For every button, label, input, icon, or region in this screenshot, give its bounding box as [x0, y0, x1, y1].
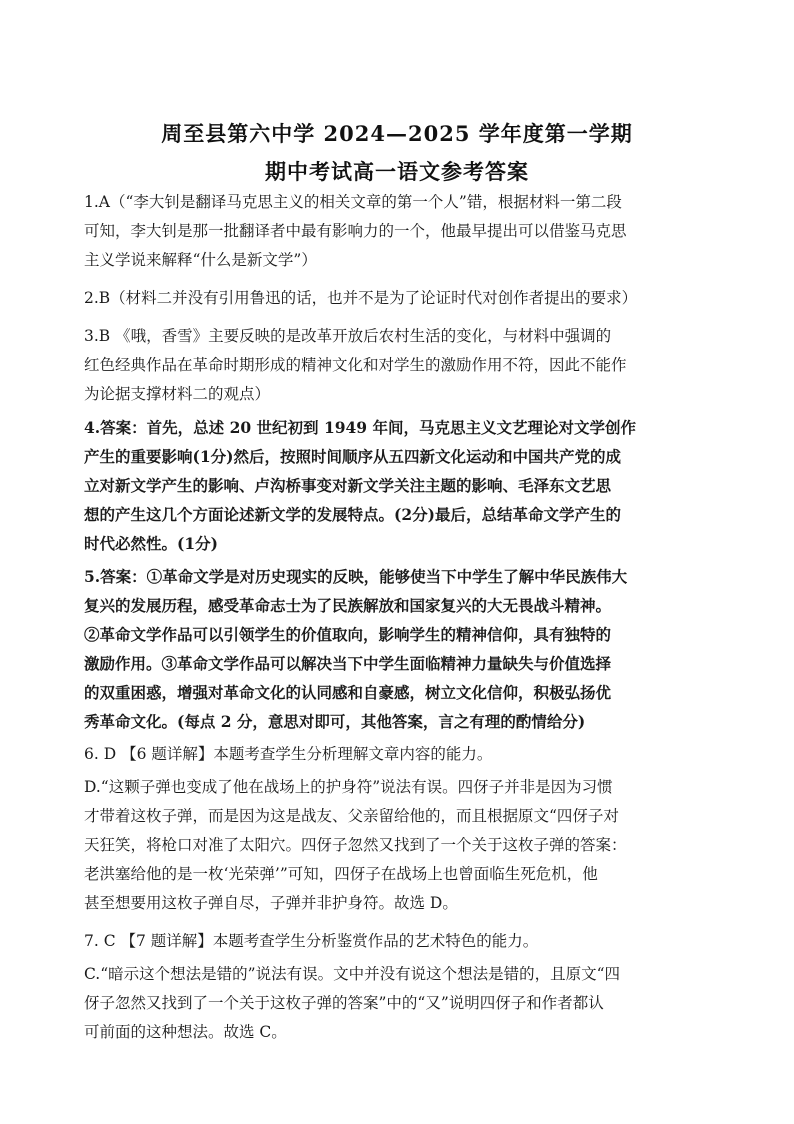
answer-line: 秀革命文化。(每点 2 分，意思对即可，其他答案，言之有理的酌情给分)	[84, 712, 586, 731]
answer-line: 可前面的这种想法。故选 C。	[84, 1023, 287, 1041]
answer-line: C.“暗示这个想法是错的”说法有误。文中并没有说这个想法是错的，且原文“四	[84, 965, 621, 983]
answer-line: 伢子忽然又找到了一个关于这枚子弹的答案”中的“又”说明四伢子和作者都认	[84, 994, 604, 1012]
answer-item-2	[84, 284, 792, 313]
answer-line: 主义学说来解释“什么是新文学”）	[84, 251, 317, 269]
answer-item-3	[84, 322, 792, 409]
answer-line: 才带着这枚子弹，而是因为这是战友、父亲留给他的，而且根据原文“四伢子对	[84, 807, 619, 825]
answer-line: 2.B（材料二并没有引用鲁迅的话，也并不是为了论证时代对创作者提出的要求）	[84, 289, 638, 307]
answer-line: 想的产生这几个方面论述新文学的发展特点。(2分)最后，总结革命文学产生的	[84, 505, 621, 524]
answer-line: D.“这颗子弹也变成了他在战场上的护身符”说法有误。四伢子并非是因为习惯	[84, 778, 613, 796]
answer-line: ②革命文学作品可以引领学生的价值取向，影响学生的精神信仰，具有独特的	[84, 625, 612, 644]
answer-item-1	[84, 188, 792, 275]
document-title: 周至县第六中学 2024—2025 学年度第一学期	[161, 121, 633, 146]
answer-item-7-detail	[84, 960, 792, 1047]
answer-line: 激励作用。③革命文学作品可以解决当下中学生面临精神力量缺失与价值选择	[84, 654, 612, 673]
answer-line: 产生的重要影响(1分)然后，按照时间顺序从五四新文化运动和中国共产党的成	[84, 447, 621, 466]
answer-line: 甚至想要用这枚子弹自尽，子弹并非护身符。故选 D。	[84, 894, 458, 912]
answer-item-6-detail	[84, 773, 792, 918]
answer-line: 立对新文学产生的影响、卢沟桥事变对新文学关注主题的影响、毛泽东文艺思	[84, 476, 612, 495]
document-subtitle: 期中考试高一语文参考答案	[265, 159, 529, 184]
answer-list	[84, 188, 792, 1047]
answer-line: 红色经典作品在革命时期形成的精神文化和对学生的激励作用不符，因此不能作	[84, 356, 627, 374]
answer-line: 4.答案：首先，总述 20 世纪初到 1949 年间，马克思主义文艺理论对文学创作	[84, 418, 636, 437]
answer-line: 老洪塞给他的是一枚‘光荣弹’”可知，四伢子在战场上也曾面临生死危机，他	[84, 865, 598, 883]
answer-item-7	[84, 927, 792, 956]
answer-item-6	[84, 740, 792, 769]
answer-line: 6. D 【6 题详解】本题考查学生分析理解文章内容的能力。	[84, 745, 493, 763]
answer-line: 7. C 【7 题详解】本题考查学生分析鉴赏作品的艺术特色的能力。	[84, 932, 539, 950]
answer-line: 可知，李大钊是那一批翻译者中最有影响力的一个，他最早提出可以借鉴马克思	[84, 222, 627, 240]
answer-line: 为论据支撑材料二的观点）	[84, 385, 271, 403]
answer-line: 3.B 《哦，香雪》主要反映的是改革开放后农村生活的变化，与材料中强调的	[84, 327, 612, 345]
answer-line: 的双重困惑，增强对革命文化的认同感和自豪感，树立文化信仰，积极弘扬优	[84, 683, 612, 702]
answer-item-5	[84, 562, 792, 736]
answer-item-4	[84, 413, 792, 558]
answer-line: 复兴的发展历程，感受革命志士为了民族解放和国家复兴的大无畏战斗精神。	[84, 596, 612, 615]
answer-line: 1.A（“李大钊是翻译马克思主义的相关文章的第一个人”错，根据材料一第二段	[84, 193, 622, 211]
answer-line: 天狂笑，将枪口对准了太阳穴。四伢子忽然又找到了一个关于这枚子弹的答案：	[84, 836, 627, 854]
answer-line: 5.答案：①革命文学是对历史现实的反映，能够使当下中学生了解中华民族伟大	[84, 567, 628, 586]
answer-line: 时代必然性。(1分)	[84, 534, 218, 553]
